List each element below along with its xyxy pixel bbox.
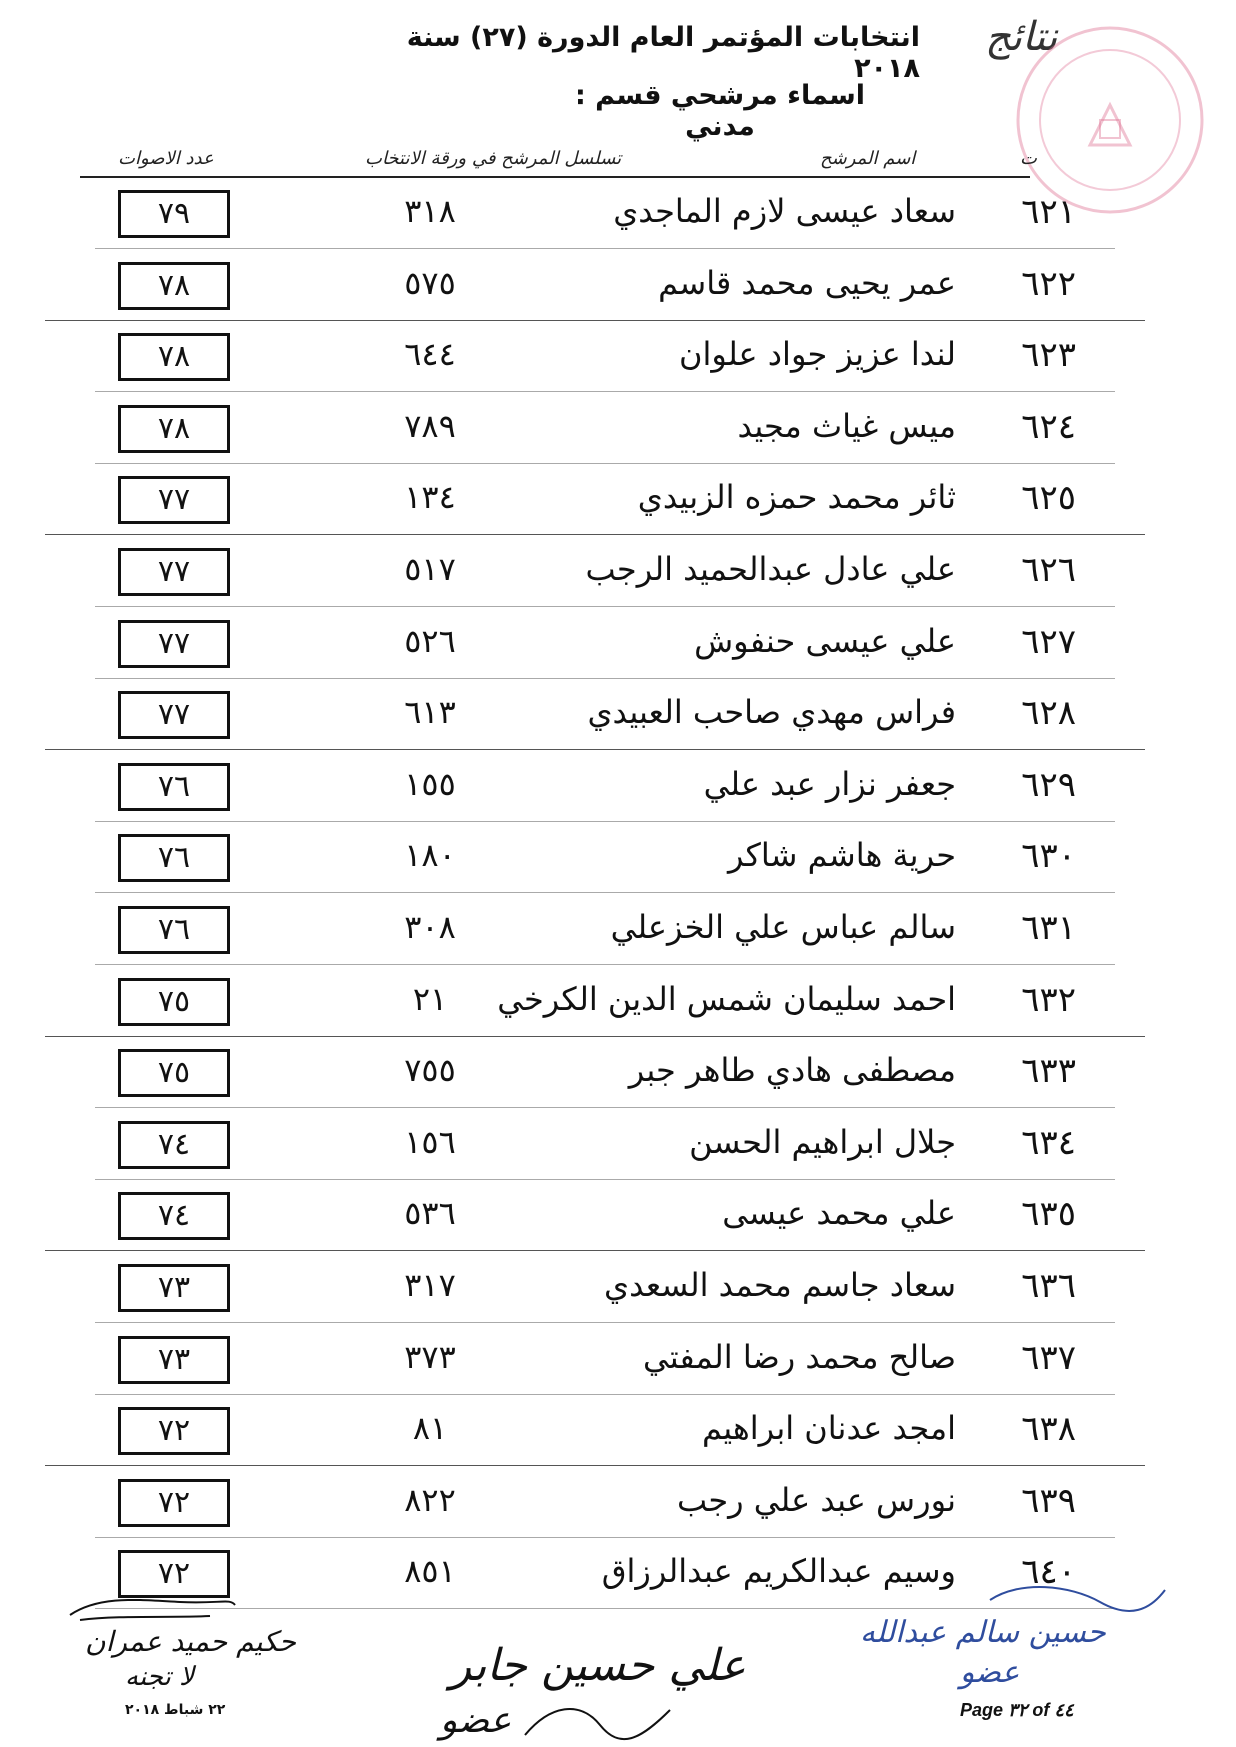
- row-ballot-serial: ١٥٦: [404, 1122, 456, 1161]
- row-seq: ٦٢٤: [1021, 406, 1076, 447]
- column-header-serial: تسلسل المرشح في ورقة الانتخاب: [365, 148, 622, 169]
- table-row: [0, 1328, 1236, 1398]
- column-header-votes: عدد الاصوات: [118, 148, 214, 169]
- row-seq: ٦٢٦: [1021, 550, 1076, 590]
- row-ballot-serial: ٨٥١: [404, 1552, 456, 1591]
- row-ballot-serial: ٧٥٥: [404, 1051, 456, 1090]
- row-candidate-name: حرية هاشم شاكر: [727, 836, 956, 875]
- row-candidate-name: جعفر نزار عبد علي: [703, 764, 956, 803]
- row-divider: [95, 391, 1115, 392]
- row-seq: ٦٣٩: [1021, 1480, 1076, 1521]
- row-ballot-serial: ٣١٧: [404, 1266, 456, 1304]
- row-vote-count: ٧٤: [118, 1121, 230, 1169]
- row-seq: ٦٢١: [1021, 192, 1076, 232]
- row-divider: [95, 606, 1115, 607]
- row-divider: [95, 964, 1115, 965]
- row-candidate-name: مصطفى هادي طاهر جبر: [628, 1051, 956, 1090]
- row-candidate-name: سعاد عيسى لازم الماجدي: [613, 192, 956, 230]
- title-prefix-handwritten: نتائج: [985, 14, 1058, 60]
- table-row: [0, 755, 1236, 825]
- row-vote-count: ٧٦: [118, 834, 230, 882]
- row-divider: [95, 678, 1115, 679]
- row-vote-count: ٧٢: [118, 1550, 230, 1598]
- table-row: [0, 325, 1236, 395]
- row-vote-count: ٧٢: [118, 1407, 230, 1455]
- document-subtitle: اسماء مرشحي قسم : مدني: [574, 80, 865, 142]
- row-vote-count: ٧٢: [118, 1479, 230, 1527]
- column-header-name: اسم المرشح: [820, 148, 916, 169]
- signature-center-role: عضو: [440, 1700, 512, 1741]
- row-seq: ٦٣٠: [1021, 836, 1076, 877]
- row-vote-count: ٧٧: [118, 620, 230, 668]
- row-candidate-name: جلال ابراهيم الحسن: [689, 1122, 956, 1161]
- row-seq: ٦٢٢: [1021, 263, 1076, 304]
- row-vote-count: ٧٥: [118, 1049, 230, 1097]
- table-row: [0, 898, 1236, 968]
- table-row: [0, 397, 1236, 467]
- row-candidate-name: علي محمد عيسى: [722, 1194, 956, 1233]
- row-divider: [45, 1036, 1145, 1037]
- row-divider: [95, 1322, 1115, 1323]
- row-divider: [95, 892, 1115, 893]
- row-seq: ٦٣٢: [1021, 979, 1076, 1020]
- row-ballot-serial: ٨٢٢: [404, 1480, 456, 1519]
- row-ballot-serial: ٨١: [412, 1409, 448, 1448]
- row-ballot-serial: ٢١: [412, 979, 448, 1018]
- row-divider: [45, 749, 1145, 750]
- table-row: [0, 826, 1236, 896]
- table-row: [0, 1256, 1236, 1326]
- table-row: [0, 683, 1236, 753]
- row-candidate-name: سالم عباس علي الخزعلي: [610, 908, 956, 946]
- row-vote-count: ٧٤: [118, 1192, 230, 1240]
- row-vote-count: ٧٨: [118, 405, 230, 453]
- row-seq: ٦٢٥: [1021, 478, 1076, 519]
- row-ballot-serial: ٣٠٨: [404, 908, 456, 946]
- row-seq: ٦٢٣: [1021, 335, 1076, 376]
- table-row: [0, 1184, 1236, 1254]
- row-seq: ٦٣٦: [1021, 1266, 1076, 1306]
- row-candidate-name: لندا عزيز جواد علوان: [679, 335, 956, 374]
- row-seq: ٦٢٨: [1021, 693, 1076, 734]
- signature-left-name: حكيم حميد عمران: [85, 1625, 296, 1658]
- row-ballot-serial: ٥٣٦: [404, 1194, 456, 1233]
- row-vote-count: ٧٦: [118, 763, 230, 811]
- row-seq: ٦٣٨: [1021, 1409, 1076, 1450]
- document-title: انتخابات المؤتمر العام الدورة (٢٧) سنة ٢٠١٨: [406, 22, 920, 84]
- row-vote-count: ٧٧: [118, 691, 230, 739]
- row-seq: ٦٢٧: [1021, 621, 1076, 662]
- row-candidate-name: ثائر محمد حمزه الزبيدي: [637, 478, 956, 517]
- row-divider: [95, 1608, 1115, 1609]
- signature-left-role: لا تجنه: [125, 1662, 194, 1692]
- table-row: [0, 182, 1236, 252]
- row-vote-count: ٧٥: [118, 978, 230, 1026]
- row-vote-count: ٧٣: [118, 1264, 230, 1312]
- row-ballot-serial: ١٥٥: [404, 764, 456, 803]
- table-row: [0, 1399, 1236, 1469]
- row-vote-count: ٧٨: [118, 262, 230, 310]
- row-vote-count: ٧٧: [118, 476, 230, 524]
- row-divider: [95, 1179, 1115, 1180]
- row-candidate-name: علي عادل عبدالحميد الرجب: [585, 550, 956, 588]
- row-ballot-serial: ٧٨٩: [404, 406, 456, 445]
- row-divider: [95, 1107, 1115, 1108]
- row-vote-count: ٧٣: [118, 1336, 230, 1384]
- signature-left-date: ٢٢ شباط ٢٠١٨: [125, 1702, 226, 1718]
- row-ballot-serial: ١٨٠: [404, 836, 456, 875]
- row-candidate-name: امجد عدنان ابراهيم: [701, 1409, 956, 1448]
- row-divider: [45, 1465, 1145, 1466]
- row-ballot-serial: ٣١٨: [404, 192, 456, 230]
- signature-right-name: حسين سالم عبدالله: [860, 1615, 1106, 1650]
- row-vote-count: ٧٩: [118, 190, 230, 238]
- row-seq: ٦٣١: [1021, 908, 1076, 948]
- row-seq: ٦٣٧: [1021, 1337, 1076, 1378]
- row-divider: [95, 1537, 1115, 1538]
- row-seq: ٦٢٩: [1021, 764, 1076, 805]
- table-row: [0, 468, 1236, 538]
- table-row: [0, 1471, 1236, 1541]
- table-row: [0, 1041, 1236, 1111]
- row-ballot-serial: ٥٢٦: [404, 621, 456, 660]
- table-row: [0, 540, 1236, 610]
- row-candidate-name: وسيم عبدالكريم عبدالرزاق: [601, 1552, 956, 1591]
- row-ballot-serial: ٦١٣: [404, 693, 456, 732]
- row-divider: [45, 534, 1145, 535]
- row-candidate-name: سعاد جاسم محمد السعدي: [604, 1266, 956, 1304]
- row-ballot-serial: ٥٧٥: [404, 263, 456, 302]
- row-divider: [95, 248, 1115, 249]
- signature-scribble-center-icon: [520, 1695, 680, 1745]
- row-vote-count: ٧٧: [118, 548, 230, 596]
- row-ballot-serial: ٦٤٤: [404, 335, 456, 374]
- row-divider: [45, 1250, 1145, 1251]
- row-divider: [95, 821, 1115, 822]
- row-seq: ٦٣٤: [1021, 1122, 1076, 1163]
- page-number-label: Page ٣٢ of ٤٤: [960, 1700, 1074, 1720]
- row-candidate-name: ميس غياث مجيد: [737, 406, 956, 445]
- row-candidate-name: فراس مهدي صاحب العبيدي: [587, 693, 956, 732]
- row-candidate-name: عمر يحيى محمد قاسم: [658, 263, 956, 302]
- row-vote-count: ٧٨: [118, 333, 230, 381]
- row-seq: ٦٤٠: [1021, 1552, 1076, 1593]
- table-row: [0, 970, 1236, 1040]
- table-row: [0, 612, 1236, 682]
- row-candidate-name: علي عيسى حنفوش: [694, 621, 956, 660]
- signature-scribble-left-icon: [60, 1590, 240, 1630]
- row-seq: ٦٣٣: [1021, 1051, 1076, 1092]
- row-divider: [45, 320, 1145, 321]
- column-header-seq: ت: [1020, 148, 1037, 169]
- row-divider: [95, 463, 1115, 464]
- row-vote-count: ٧٦: [118, 906, 230, 954]
- table-row: [0, 254, 1236, 324]
- row-ballot-serial: ٥١٧: [404, 550, 456, 588]
- row-ballot-serial: ١٣٤: [404, 478, 456, 517]
- signature-center-name: علي حسين جابر: [450, 1640, 746, 1691]
- row-divider: [95, 1394, 1115, 1395]
- row-ballot-serial: ٣٧٣: [404, 1337, 456, 1376]
- row-candidate-name: احمد سليمان شمس الدين الكرخي: [497, 979, 956, 1018]
- row-candidate-name: نورس عبد علي رجب: [676, 1480, 956, 1519]
- table-row: [0, 1113, 1236, 1183]
- row-candidate-name: صالح محمد رضا المفتي: [643, 1337, 956, 1376]
- signature-right-role: عضو: [960, 1655, 1020, 1690]
- row-seq: ٦٣٥: [1021, 1194, 1076, 1235]
- signature-scribble-right-icon: [980, 1580, 1170, 1620]
